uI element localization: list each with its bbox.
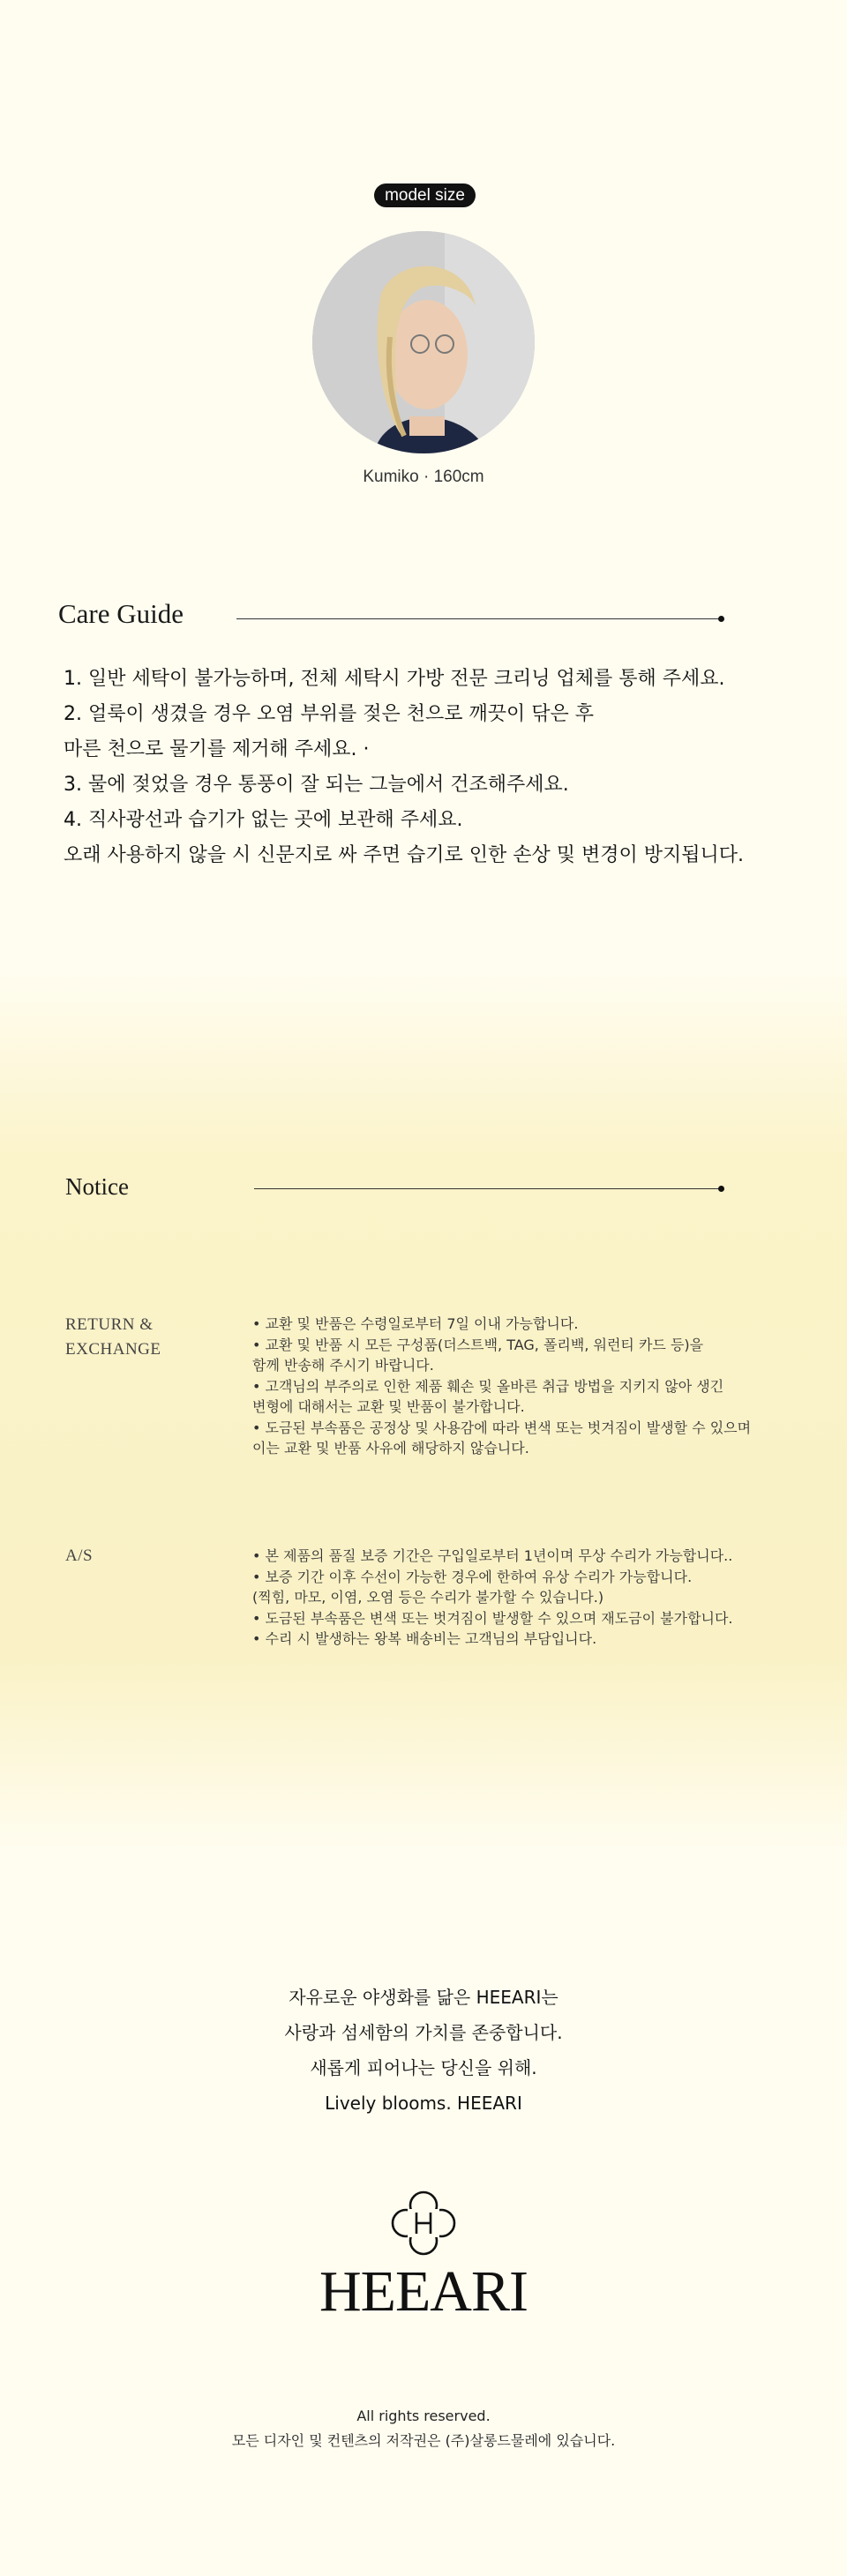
heeari-wordmark: HEEARI bbox=[319, 2259, 528, 2324]
care-guide-title: Care Guide bbox=[58, 598, 184, 629]
notice-title: Notice bbox=[65, 1173, 129, 1200]
as-item: • 본 제품의 품질 보증 기간은 구입일로부터 1년이며 무상 수리가 가능합니다.. bbox=[252, 1547, 733, 1564]
model-size-badge: model size bbox=[374, 183, 476, 207]
care-line: 4. 직사광선과 습기가 없는 곳에 보관해 주세요. bbox=[64, 809, 463, 831]
as-item: (찍힘, 마모, 이염, 오염 등은 수리가 불가할 수 있습니다.) bbox=[252, 1589, 604, 1606]
notice-item: • 교환 및 반품은 수령일로부터 7일 이내 가능합니다. bbox=[252, 1315, 579, 1332]
as-label: A/S bbox=[65, 1546, 94, 1565]
notice-item: 함께 반송해 주시기 바랍니다. bbox=[252, 1357, 434, 1374]
return-exchange-label bbox=[65, 1313, 161, 1362]
notice-item: • 교환 및 반품 시 모든 구성품(더스트백, TAG, 폴리백, 워런티 카드 등)을 bbox=[252, 1336, 704, 1353]
notice-divider bbox=[254, 1188, 722, 1189]
as-list bbox=[252, 1546, 799, 1650]
brand-line: Lively blooms. HEEARI bbox=[325, 2093, 522, 2114]
footer-copyright: 모든 디자인 및 컨텐츠의 저작권은 (주)살롱드물레에 있습니다. bbox=[231, 2432, 616, 2449]
notice-item: • 도금된 부속품은 공정상 및 사용감에 따라 변색 또는 벗겨짐이 발생할 수 있으며 bbox=[252, 1419, 752, 1436]
care-line: 1. 일반 세탁이 불가능하며, 전체 세탁시 가방 전문 크리닝 업체를 통해 주세요. bbox=[64, 668, 725, 690]
exchange-label-line: EXCHANGE bbox=[65, 1340, 161, 1359]
care-line: 마른 천으로 물기를 제거해 주세요. · bbox=[64, 738, 370, 760]
care-guide-divider bbox=[236, 618, 722, 619]
model-caption: Kumiko · 160cm bbox=[363, 468, 484, 486]
brand-line: 자유로운 야생화를 닮은 HEEARI는 bbox=[289, 1987, 558, 2008]
footer-rights: All rights reserved. bbox=[356, 2408, 491, 2424]
care-line: 오래 사용하지 않을 시 신문지로 싸 주면 습기로 인한 손상 및 변경이 방지됩니다. bbox=[64, 844, 744, 866]
footer bbox=[159, 2404, 688, 2453]
clover-h-logo-icon bbox=[388, 2188, 459, 2258]
brand-line: 사랑과 섬세함의 가치를 존중합니다. bbox=[284, 2022, 563, 2043]
notice-item: • 고객님의 부주의로 인한 제품 훼손 및 올바른 취급 방법을 지키지 않아 생긴 bbox=[252, 1377, 724, 1395]
as-item: • 수리 시 발생하는 왕복 배송비는 고객님의 부담입니다. bbox=[252, 1630, 597, 1647]
brand-line: 새롭게 피어나는 당신을 위해. bbox=[310, 2057, 537, 2078]
care-guide-list bbox=[64, 662, 805, 873]
care-line: 3. 물에 젖었을 경우 통풍이 잘 되는 그늘에서 건조해주세요. bbox=[64, 774, 569, 796]
as-item: • 보증 기간 이후 수선이 가능한 경우에 한하여 유상 수리가 가능합니다. bbox=[252, 1568, 693, 1585]
care-line: 2. 얼룩이 생겼을 경우 오염 부위를 젖은 천으로 깨끗이 닦은 후 bbox=[64, 703, 594, 725]
return-label-line: RETURN & bbox=[65, 1315, 154, 1334]
as-item: • 도금된 부속품은 변색 또는 벗겨짐이 발생할 수 있으며 재도금이 불가합니다. bbox=[252, 1609, 733, 1627]
model-portrait-illustration bbox=[312, 231, 535, 453]
brand-message bbox=[203, 1980, 644, 2121]
model-photo bbox=[312, 231, 535, 453]
notice-item: 이는 교환 및 반품 사유에 해당하지 않습니다. bbox=[252, 1440, 529, 1456]
notice-item: 변형에 대해서는 교환 및 반품이 불가합니다. bbox=[252, 1398, 525, 1415]
return-exchange-list bbox=[252, 1314, 799, 1459]
